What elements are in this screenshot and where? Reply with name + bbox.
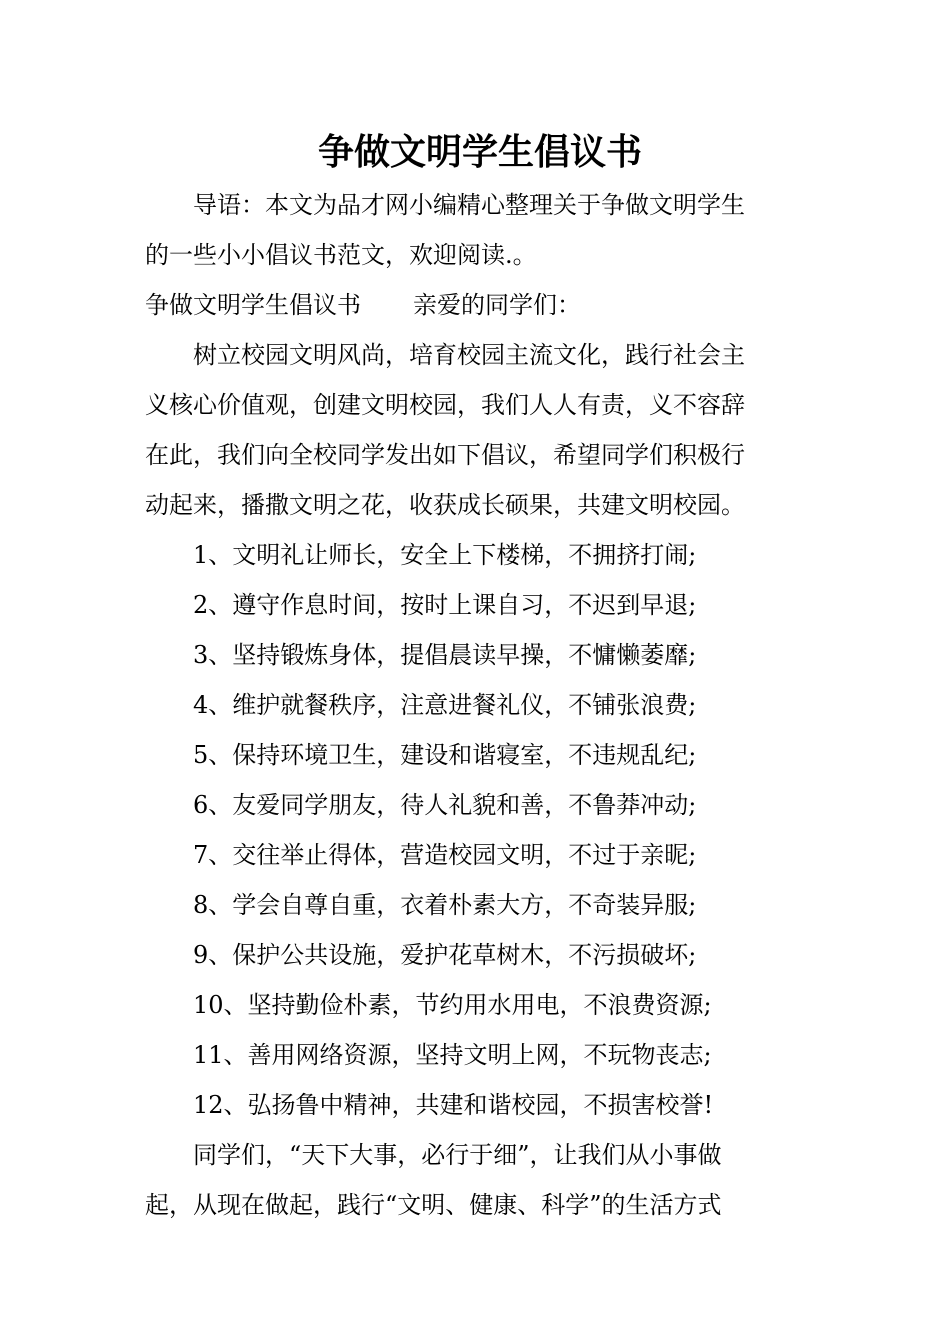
proposal-item-1: 1、文明礼让师长，安全上下楼梯，不拥挤打闹; [193, 541, 697, 569]
proposal-item-4: 4、维护就餐秩序，注意进餐礼仪，不铺张浪费; [193, 691, 697, 719]
salutation: 亲爱的同学们： [413, 291, 581, 319]
subtitle-line [145, 280, 815, 330]
proposal-item-5: 5、保持环境卫生，建设和谐寝室，不违规乱纪; [193, 741, 697, 769]
paragraph1-line-2: 义核心价值观，创建文明校园，我们人人有责，义不容辞 [145, 391, 745, 419]
paragraph1-line-4: 动起来，播撒文明之花，收获成长硕果，共建文明校园。 [145, 491, 745, 519]
proposal-item-2: 2、遵守作息时间，按时上课自习，不迟到早退; [193, 591, 697, 619]
proposal-item-11: 11、善用网络资源，坚持文明上网，不玩物丧志; [193, 1041, 712, 1069]
paragraph1-line-3: 在此，我们向全校同学发出如下倡议，希望同学们积极行 [145, 441, 745, 469]
proposal-item-3: 3、坚持锻炼身体，提倡晨读早操，不慵懒萎靡; [193, 641, 697, 669]
proposal-item-8: 8、学会自尊自重，衣着朴素大方，不奇装异服; [193, 891, 697, 919]
closing-line-1: 同学们，“天下大事，必行于细”，让我们从小事做 [193, 1141, 722, 1169]
intro-line-2: 的一些小小倡议书范文，欢迎阅读.。 [145, 241, 537, 269]
intro-line-1: 导语：本文为品才网小编精心整理关于争做文明学生 [193, 191, 745, 219]
document-page [145, 128, 815, 1230]
proposal-item-6: 6、友爱同学朋友，待人礼貌和善，不鲁莽冲动; [193, 791, 697, 819]
paragraph1-line-1: 树立校园文明风尚，培育校园主流文化，践行社会主 [193, 341, 745, 369]
proposal-item-7: 7、交往举止得体，营造校园文明，不过于亲昵; [193, 841, 697, 869]
proposal-item-10: 10、坚持勤俭朴素，节约用水用电，不浪费资源; [193, 991, 712, 1019]
document-title: 争做文明学生倡议书 [317, 132, 642, 173]
proposal-item-12: 12、弘扬鲁中精神，共建和谐校园，不损害校誉! [193, 1091, 714, 1119]
closing-line-2: 起，从现在做起，践行“文明、健康、科学”的生活方式 [145, 1191, 722, 1219]
proposal-item-9: 9、保护公共设施，爱护花草树木，不污损破坏; [193, 941, 697, 969]
document-subtitle: 争做文明学生倡议书 [145, 291, 361, 319]
